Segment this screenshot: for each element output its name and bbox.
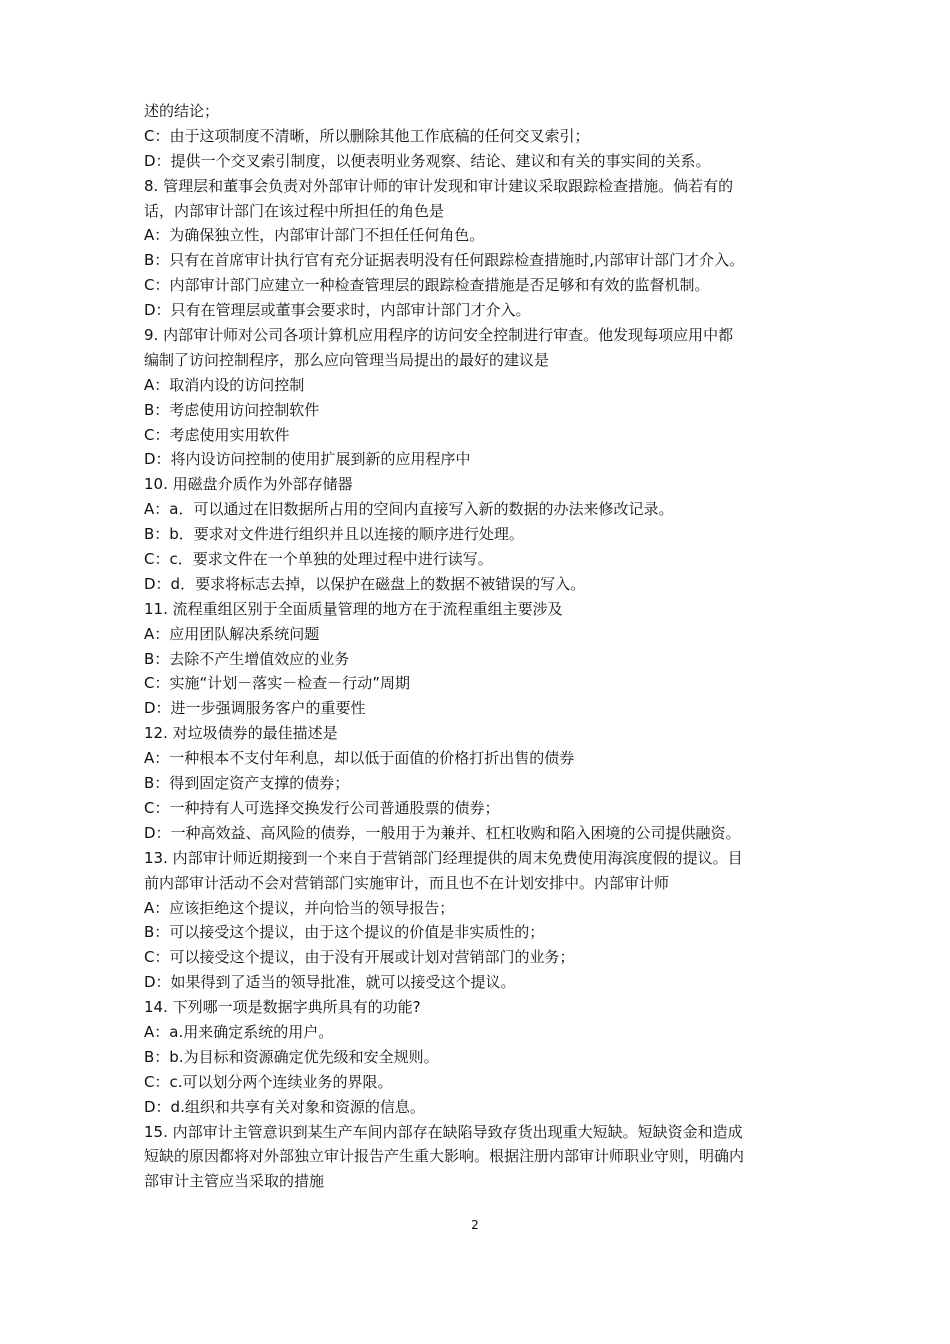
option-line: C：实施“计划－落实－检查－行动”周期 <box>144 674 411 693</box>
option-line: B：考虑使用访问控制软件 <box>144 400 320 419</box>
option-line: C：c.可以划分两个连续业务的界限。 <box>144 1072 393 1091</box>
question-line: 12. 对垃圾债券的最佳描述是 <box>144 724 338 743</box>
option-line: A：为确保独立性，内部审计部门不担任任何角色。 <box>144 226 485 245</box>
option-line: D：将内设访问控制的使用扩展到新的应用程序中 <box>144 450 471 469</box>
option-line: B：得到固定资产支撑的债券； <box>144 774 350 793</box>
option-line: C：c．要求文件在一个单独的处理过程中进行读写。 <box>144 550 493 569</box>
option-line: A：应该拒绝这个提议，并向恰当的领导报告； <box>144 898 455 917</box>
question-line: 8. 管理层和董事会负责对外部审计师的审计发现和审计建议采取跟踪检查措施。倘若有的 <box>144 176 734 195</box>
page-number: 2 <box>471 1218 479 1232</box>
text-line: 前内部审计活动不会对营销部门实施审计，而且也不在计划安排中。内部审计师 <box>144 873 670 892</box>
text-line: C：由于这项制度不清晰，所以删除其他工作底稿的任何交叉索引； <box>144 126 590 145</box>
option-line: C：可以接受这个提议，由于没有开展或计划对营销部门的业务； <box>144 948 575 967</box>
text-line: 话，内部审计部门在该过程中所担任的角色是 <box>144 201 445 220</box>
option-line: C：考虑使用实用软件 <box>144 425 290 444</box>
text-line: 编制了访问控制程序，那么应向管理当局提出的最好的建议是 <box>144 350 550 369</box>
option-line: B：b.为目标和资源确定优先级和安全规则。 <box>144 1047 439 1066</box>
text-line: 短缺的原因都将对外部独立审计报告产生重大影响。根据注册内部审计师职业守则，明确内 <box>144 1147 745 1166</box>
option-line: B：只有在首席审计执行官有充分证据表明没有任何跟踪检查措施时,内部审计部门才介入。 <box>144 251 745 270</box>
option-line: C：内部审计部门应建立一种检查管理层的跟踪检查措施是否足够和有效的监督机制。 <box>144 276 710 295</box>
option-line: D：如果得到了适当的领导批准，就可以接受这个提议。 <box>144 973 516 992</box>
option-line: A：一种根本不支付年利息，却以低于面值的价格打折出售的债券 <box>144 749 575 768</box>
option-line: D：进一步强调服务客户的重要性 <box>144 699 366 718</box>
question-line: 15. 内部审计主管意识到某生产车间内部存在缺陷导致存货出现重大短缺。短缺资金和造成 <box>144 1122 743 1141</box>
option-line: B：可以接受这个提议，由于这个提议的价值是非实质性的； <box>144 923 545 942</box>
option-line: B：去除不产生增值效应的业务 <box>144 649 350 668</box>
option-line: B：b．要求对文件进行组织并且以连接的顺序进行处理。 <box>144 525 524 544</box>
option-line: A：取消内设的访问控制 <box>144 375 305 394</box>
option-line: D：d．要求将标志去掉，以保护在磁盘上的数据不被错误的写入。 <box>144 574 586 593</box>
text-line: D：提供一个交叉索引制度，以便表明业务观察、结论、建议和有关的事实间的关系。 <box>144 151 711 170</box>
option-line: A：a．可以通过在旧数据所占用的空间内直接写入新的数据的办法来修改记录。 <box>144 500 674 519</box>
option-line: A：应用团队解决系统问题 <box>144 624 320 643</box>
question-line: 10. 用磁盘介质作为外部存储器 <box>144 475 353 494</box>
text-line: 述的结论； <box>144 102 220 120</box>
option-line: A：a.用来确定系统的用户。 <box>144 1022 334 1041</box>
question-line: 14. 下列哪一项是数据字典所具有的功能? <box>144 998 421 1017</box>
option-line: C：一种持有人可选择交换发行公司普通股票的债券； <box>144 798 500 817</box>
text-line: 部审计主管应当采取的措施 <box>144 1172 325 1191</box>
question-line: 13. 内部审计师近期接到一个来自于营销部门经理提供的周末免费使用海滨度假的提议。目 <box>144 848 743 867</box>
option-line: D：一种高效益、高风险的债券，一般用于为兼并、杠杠收购和陷入困境的公司提供融资。 <box>144 823 741 842</box>
page-body <box>144 99 808 1194</box>
question-line: 11. 流程重组区别于全面质量管理的地方在于流程重组主要涉及 <box>144 599 563 618</box>
question-line: 9. 内部审计师对公司各项计算机应用程序的访问安全控制进行审查。他发现每项应用中都 <box>144 326 734 345</box>
option-line: D：d.组织和共享有关对象和资源的信息。 <box>144 1097 425 1116</box>
option-line: D：只有在管理层或董事会要求时，内部审计部门才介入。 <box>144 301 531 320</box>
